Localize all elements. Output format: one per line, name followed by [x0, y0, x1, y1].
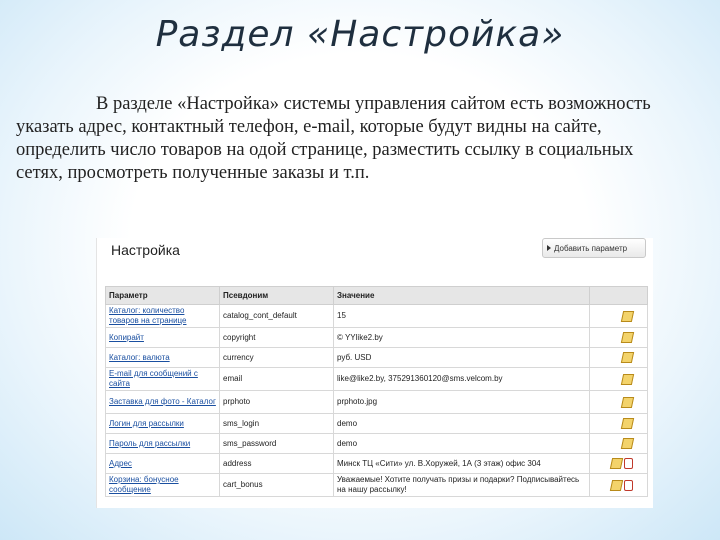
table-cell-value: like@like2.by, 375291360120@sms.velcom.by — [334, 368, 590, 391]
table-cell-actions — [590, 454, 648, 474]
settings-table-wrap — [105, 286, 647, 497]
table-cell-alias: currency — [220, 348, 334, 368]
edit-icon[interactable] — [621, 374, 634, 385]
column-header-actions — [590, 287, 648, 305]
table-cell-alias: sms_password — [220, 434, 334, 454]
edit-icon[interactable] — [621, 311, 634, 322]
table-cell-param[interactable]: Копирайт — [106, 328, 220, 348]
table-row — [106, 454, 648, 474]
table-cell-alias: email — [220, 368, 334, 391]
column-header-alias: Псевдоним — [220, 287, 334, 305]
arrow-right-icon — [547, 245, 551, 251]
table-cell-alias: sms_login — [220, 414, 334, 434]
table-cell-actions — [590, 391, 648, 414]
add-parameter-button[interactable] — [542, 238, 646, 258]
table-cell-actions — [590, 348, 648, 368]
table-header-row — [106, 287, 648, 305]
table-cell-alias: prphoto — [220, 391, 334, 414]
table-row — [106, 474, 648, 497]
edit-icon[interactable] — [621, 332, 634, 343]
edit-icon[interactable] — [621, 438, 634, 449]
settings-screenshot — [96, 238, 653, 508]
table-cell-value: © YYlike2.by — [334, 328, 590, 348]
table-cell-actions — [590, 368, 648, 391]
table-row — [106, 434, 648, 454]
table-row — [106, 348, 648, 368]
table-cell-value: prphoto.jpg — [334, 391, 590, 414]
slide-title: Раздел «Настройка» — [155, 14, 565, 55]
table-cell-alias: copyright — [220, 328, 334, 348]
edit-icon[interactable] — [610, 458, 623, 469]
table-cell-value: Минск ТЦ «Сити» ул. В.Хоружей, 1А (3 этаж) офис 304 — [334, 454, 590, 474]
delete-icon[interactable] — [624, 458, 633, 469]
table-cell-param[interactable]: Пароль для рассылки — [106, 434, 220, 454]
add-parameter-label: Добавить параметр — [554, 243, 628, 253]
table-cell-param[interactable]: Логин для рассылки — [106, 414, 220, 434]
edit-icon[interactable] — [621, 352, 634, 363]
table-row — [106, 414, 648, 434]
table-cell-alias: address — [220, 454, 334, 474]
table-row — [106, 305, 648, 328]
table-cell-value: demo — [334, 414, 590, 434]
table-cell-actions — [590, 434, 648, 454]
settings-heading: Настройка — [111, 242, 180, 258]
table-cell-param[interactable]: E-mail для сообщений с сайта — [106, 368, 220, 391]
table-cell-param[interactable]: Заставка для фото - Каталог — [106, 391, 220, 414]
table-cell-value: Уважаемые! Хотите получать призы и подарки? Подписывайтесь на нашу рассылку! — [334, 474, 590, 497]
table-cell-param[interactable]: Корзина: бонусное сообщение — [106, 474, 220, 497]
column-header-param: Параметр — [106, 287, 220, 305]
edit-icon[interactable] — [621, 418, 634, 429]
table-cell-alias: catalog_cont_default — [220, 305, 334, 328]
table-cell-actions — [590, 414, 648, 434]
table-row — [106, 328, 648, 348]
table-cell-actions — [590, 474, 648, 497]
settings-table — [105, 286, 648, 497]
edit-icon[interactable] — [621, 397, 634, 408]
table-row — [106, 368, 648, 391]
table-cell-alias: cart_bonus — [220, 474, 334, 497]
table-cell-value: 15 — [334, 305, 590, 328]
table-cell-param[interactable]: Каталог: валюта — [106, 348, 220, 368]
table-row — [106, 391, 648, 414]
table-cell-param[interactable]: Каталог: количество товаров на странице — [106, 305, 220, 328]
column-header-value: Значение — [334, 287, 590, 305]
table-cell-value: руб. USD — [334, 348, 590, 368]
edit-icon[interactable] — [610, 480, 623, 491]
table-cell-value: demo — [334, 434, 590, 454]
table-cell-actions — [590, 328, 648, 348]
table-cell-param[interactable]: Адрес — [106, 454, 220, 474]
table-cell-actions — [590, 305, 648, 328]
slide-description: В разделе «Настройка» системы управления сайтом есть возможность указать адрес, контактный телефон, e-mail, которые будут видны на сайте, определить число товаров на одой странице, разместить ссылку в социальных сетях, просмотреть полученные заказы и т.п. — [16, 94, 651, 183]
delete-icon[interactable] — [624, 480, 633, 491]
